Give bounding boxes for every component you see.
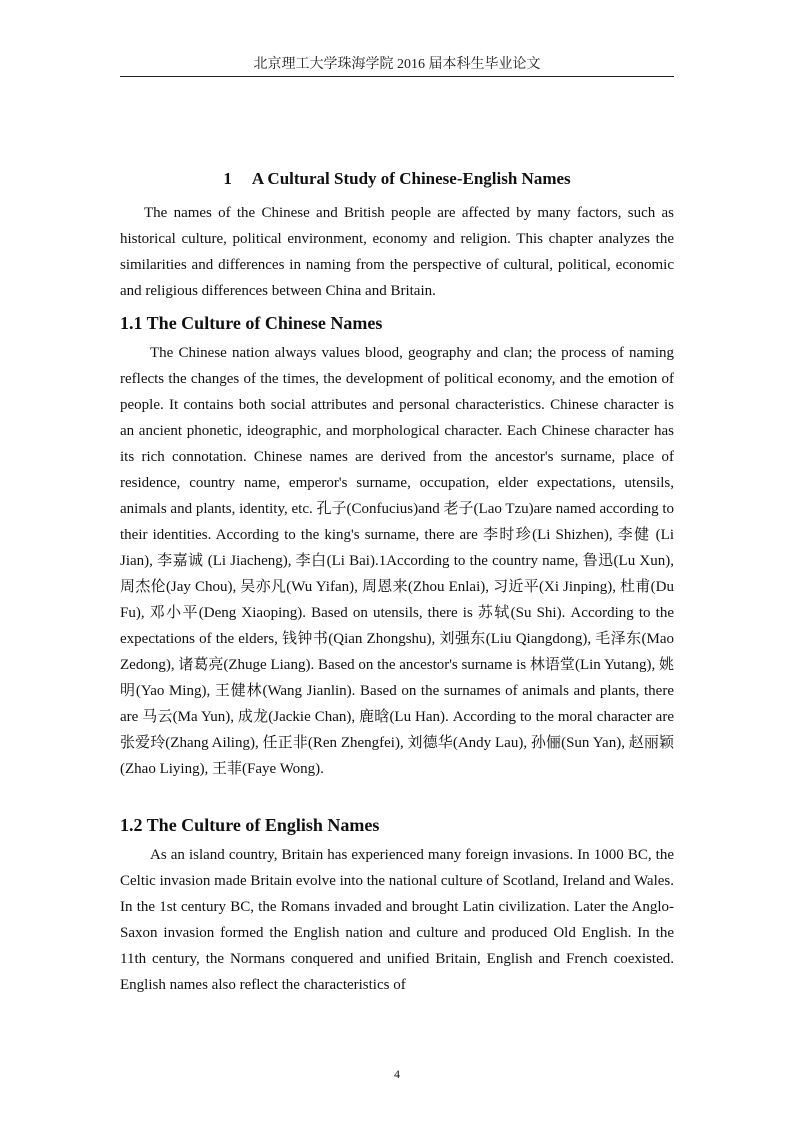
chapter-number: 1 — [223, 169, 232, 188]
chapter-title-text: A Cultural Study of Chinese-English Names — [251, 169, 571, 188]
page-number: 4 — [394, 1067, 400, 1081]
running-header: 北京理工大学珠海学院 2016 届本科生毕业论文 — [253, 57, 541, 72]
chinese-names-paragraph: The Chinese nation always values blood, geography and clan; the process of naming reflects the changes of the times, the development of political economy, and the emotion of people. It contains both social attributes and personal characteristics. Chinese character is an ancient phonetic, ideographic, and morphological character. Each Chinese character has its rich connotation. Chinese names are derived from the ancestor's surname, place of residence, country name, emperor's surname, occupation, elder expectations, utensils, animals and plants, identity, etc. 孔子(Confucius)and 老子(Lao Tzu)are named according to their identities. According to the king's surname, there are 李时珍(Li Shizhen), 李健 (Li Jian), 李嘉诚 (Li Jiacheng), 李白(Li Bai).1According to the country name, 鲁迅(Lu Xun), 周杰伦(Jay Chou), 吴亦凡(Wu Yifan), 周恩来(Zhou Enlai), 习近平(Xi Jinping), 杜甫(Du Fu), 邓小平(Deng Xiaoping). Based on utensils, there is 苏轼(Su Shi). According to the expectations of the elders, 钱钟书(Qian Zhongshu), 刘强东(Liu Qiangdong), 毛泽东(Mao Zedong), 诸葛亮(Zhuge Liang). Based on the ancestor's surname is 林语堂(Lin Yutang), 姚明(Yao Ming), 王健林(Wang Jianlin). Based on the surnames of animals and plants, there are 马云(Ma Yun), 成龙(Jackie Chan), 鹿晗(Lu Han). According to the moral character are 张爱玲(Zhang Ailing), 任正非(Ren Zhengfei), 刘德华(Andy Lau), 孙俪(Sun Yan), 赵丽颖(Zhao Liying), 王菲(Faye Wong). — [120, 345, 674, 777]
chapter-title — [120, 166, 674, 192]
section-title-english-names: 1.2 The Culture of English Names — [120, 815, 380, 835]
english-names-paragraph: As an island country, Britain has experienced many foreign invasions. In 1000 BC, the Celtic invasion made Britain evolve into the national culture of Scotland, Ireland and Wales. In the 1st century BC, the Romans invaded and brought Latin civilization. Later the Anglo-Saxon invasion formed the English nation and culture and produced Old English. In the 11th century, the Normans conquered and unified Britain, English and French coexisted. English names also reflect the characteristics of — [120, 847, 674, 993]
page-body — [120, 166, 674, 998]
header-rule — [120, 76, 674, 77]
section-title-chinese-names: 1.1 The Culture of Chinese Names — [120, 313, 383, 333]
intro-paragraph: The names of the Chinese and British people are affected by many factors, such as historical culture, political environment, economy and religion. This chapter analyzes the similarities and differences in naming from the perspective of cultural, political, economic and religious differences between China and Britain. — [120, 205, 674, 299]
